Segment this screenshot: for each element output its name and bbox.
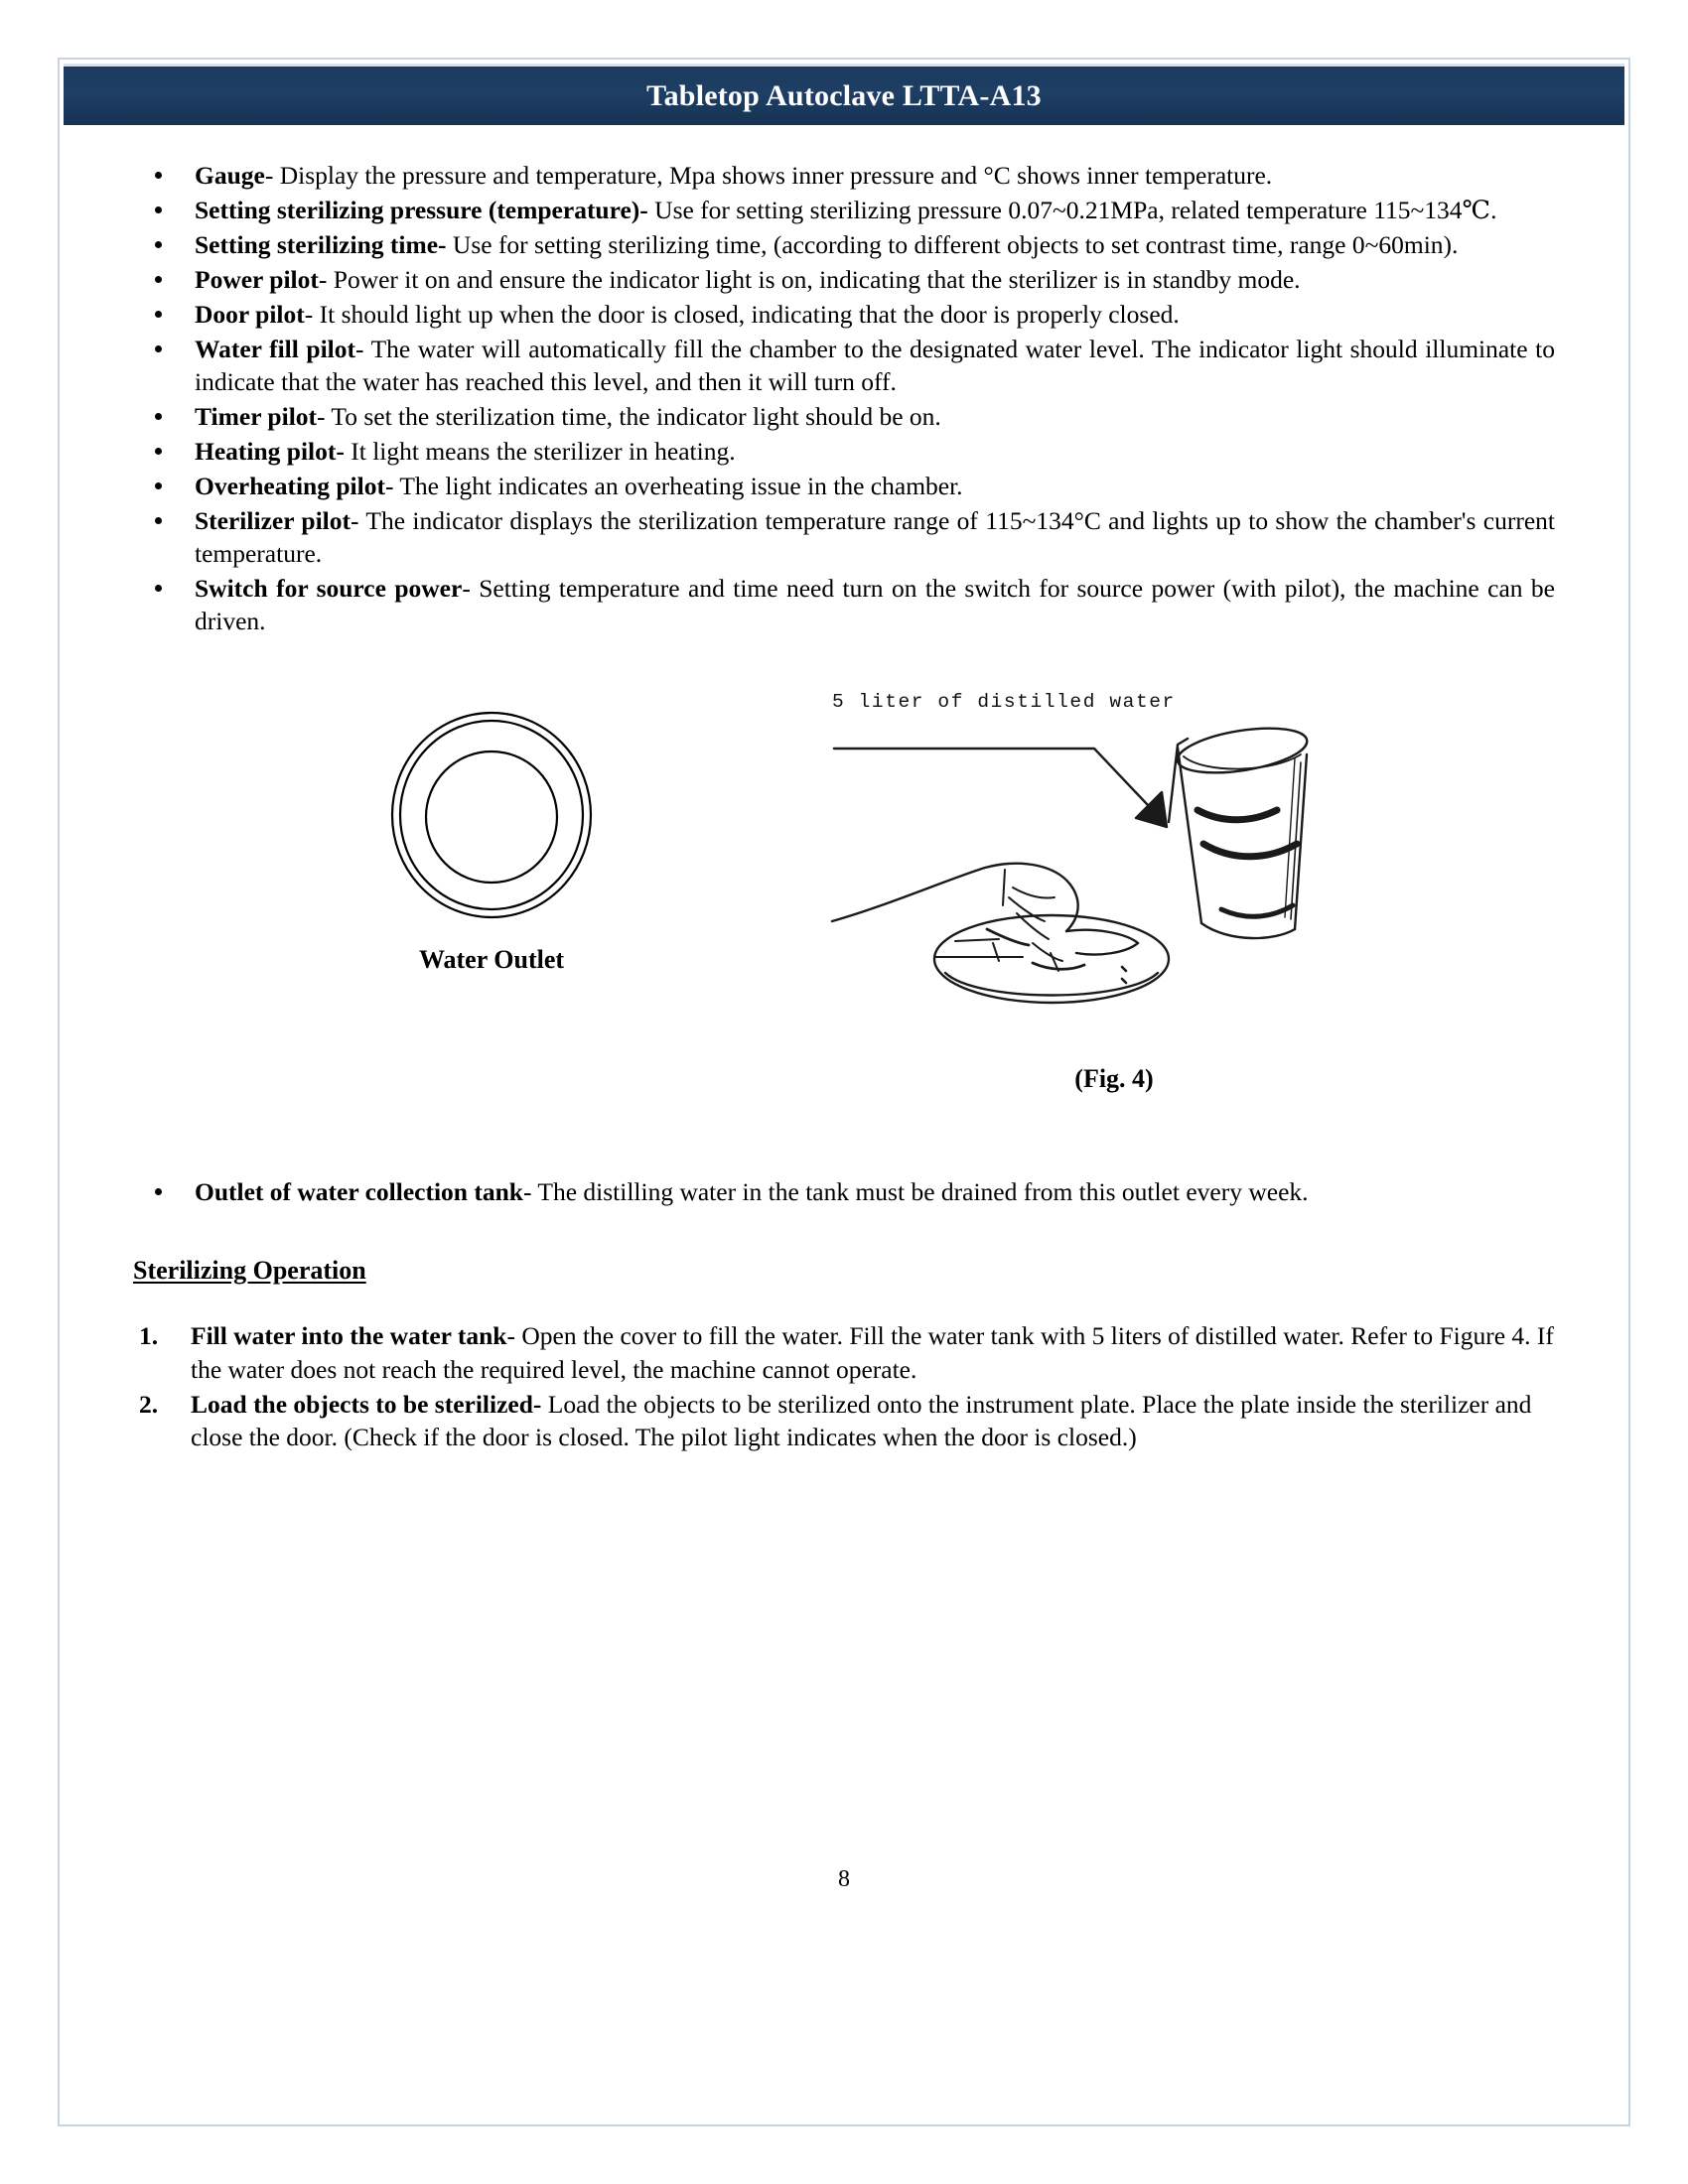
bullet-icon xyxy=(155,276,162,283)
hand-pouring-beaker-icon xyxy=(828,693,1325,1011)
feature-label: Sterilizer pilot xyxy=(195,506,352,536)
figure-caption: Water Outlet xyxy=(418,945,565,975)
feature-text: - Setting temperature and time need turn on the switch for source power (with pilot), the machine can be driven. xyxy=(195,574,1556,636)
list-item xyxy=(133,435,1555,468)
section-heading-sterilizing-operation: Sterilizing Operation xyxy=(133,1256,366,1286)
bullet-icon xyxy=(155,172,162,179)
step-label: Load the objects to be sterilized- xyxy=(191,1389,542,1419)
list-item xyxy=(133,228,1555,261)
list-item xyxy=(133,1319,1555,1385)
feature-label: Power pilot xyxy=(195,265,319,295)
feature-text: - It should light up when the door is closed, indicating that the door is properly closed. xyxy=(304,300,1180,330)
list-item xyxy=(133,194,1555,226)
list-item xyxy=(133,400,1555,433)
figure-water-outlet xyxy=(328,701,655,975)
step-number: 2. xyxy=(139,1389,159,1419)
feature-label: Water fill pilot xyxy=(195,335,355,364)
bullet-icon xyxy=(155,206,162,213)
feature-text: - To set the sterilization time, the indicator light should be on. xyxy=(317,402,941,432)
list-item xyxy=(133,1388,1555,1453)
bullet-icon xyxy=(155,345,162,352)
figure-artwork xyxy=(828,693,1325,1021)
feature-label: Gauge xyxy=(195,161,265,190)
figure-row xyxy=(133,693,1555,1120)
feature-text: - The distilling water in the tank must be drained from this outlet every week. xyxy=(522,1177,1309,1207)
feature-text: - The water will automatically fill the chamber to the designated water level. The indicator light should illuminate to indicate that the water has reached this level, and then it will turn off. xyxy=(195,335,1555,397)
step-label: Fill water into the water tank xyxy=(191,1321,507,1351)
list-item xyxy=(133,159,1555,192)
feature-label: Door pilot xyxy=(195,300,305,330)
feature-text: It light means the sterilizer in heating. xyxy=(344,437,736,467)
feature-text: - The indicator displays the sterilization temperature range of 115~134°C and lights up to show the chamber's current temperature. xyxy=(195,506,1555,569)
feature-label: Outlet of water collection tank xyxy=(195,1177,523,1207)
feature-label: Setting sterilizing time- xyxy=(195,230,447,260)
bullet-icon xyxy=(155,482,162,489)
header-banner xyxy=(64,64,1624,125)
list-item xyxy=(133,298,1555,331)
bullet-icon xyxy=(155,311,162,318)
bullet-icon xyxy=(155,241,162,248)
bullet-icon xyxy=(155,413,162,420)
figure-callout-label: 5 liter of distilled water xyxy=(832,691,1176,714)
step-text: Load the objects to be sterilized onto the instrument plate. Place the plate inside the sterilizer and close the door. (Check if the door is closed. The pilot light indicates when the door is closed.) xyxy=(191,1389,1532,1451)
control-panel-feature-list xyxy=(133,159,1555,637)
page-title: Tabletop Autoclave LTTA-A13 xyxy=(646,78,1042,112)
feature-text: Use for setting sterilizing pressure 0.07~0.21MPa, related temperature 115~134℃. xyxy=(647,196,1497,225)
list-item xyxy=(133,572,1555,637)
feature-text: - Display the pressure and temperature, Mpa shows inner pressure and °C shows inner temperature. xyxy=(264,161,1273,190)
feature-label: Heating pilot- xyxy=(195,437,345,467)
bullet-icon xyxy=(155,448,162,455)
page-content xyxy=(64,125,1624,2124)
feature-text: Use for setting sterilizing time, (according to different objects to set contrast time, range 0~60min). xyxy=(446,230,1459,260)
sterilizing-operation-steps xyxy=(133,1319,1555,1453)
bullet-icon xyxy=(155,585,162,592)
list-item xyxy=(133,504,1555,570)
concentric-circles-icon xyxy=(382,701,601,929)
list-item xyxy=(133,470,1555,502)
step-text: - Open the cover to fill the water. Fill the water tank with 5 liters of distilled water. Refer to Figure 4. If the water does not reach the required level, the machine cannot operate. xyxy=(191,1321,1554,1384)
figure-fill-water-tank xyxy=(828,693,1344,1094)
feature-label: Setting sterilizing pressure (temperature)- xyxy=(195,196,648,225)
step-number: 1. xyxy=(139,1321,159,1351)
feature-text: - The light indicates an overheating issue in the chamber. xyxy=(384,472,963,501)
outlet-feature-list xyxy=(133,1175,1555,1208)
bullet-icon xyxy=(155,517,162,524)
feature-text: - Power it on and ensure the indicator light is on, indicating that the sterilizer is in standby mode. xyxy=(318,265,1301,295)
figure-caption: (Fig. 4) xyxy=(1074,1064,1154,1094)
feature-label: Overheating pilot xyxy=(195,472,385,501)
bullet-icon xyxy=(155,1188,162,1195)
list-item xyxy=(133,263,1555,296)
list-item xyxy=(133,333,1555,398)
list-item xyxy=(133,1175,1555,1208)
page-number: 8 xyxy=(838,1866,850,1892)
feature-label: Timer pilot xyxy=(195,402,318,432)
feature-label: Switch for source power xyxy=(195,574,463,604)
